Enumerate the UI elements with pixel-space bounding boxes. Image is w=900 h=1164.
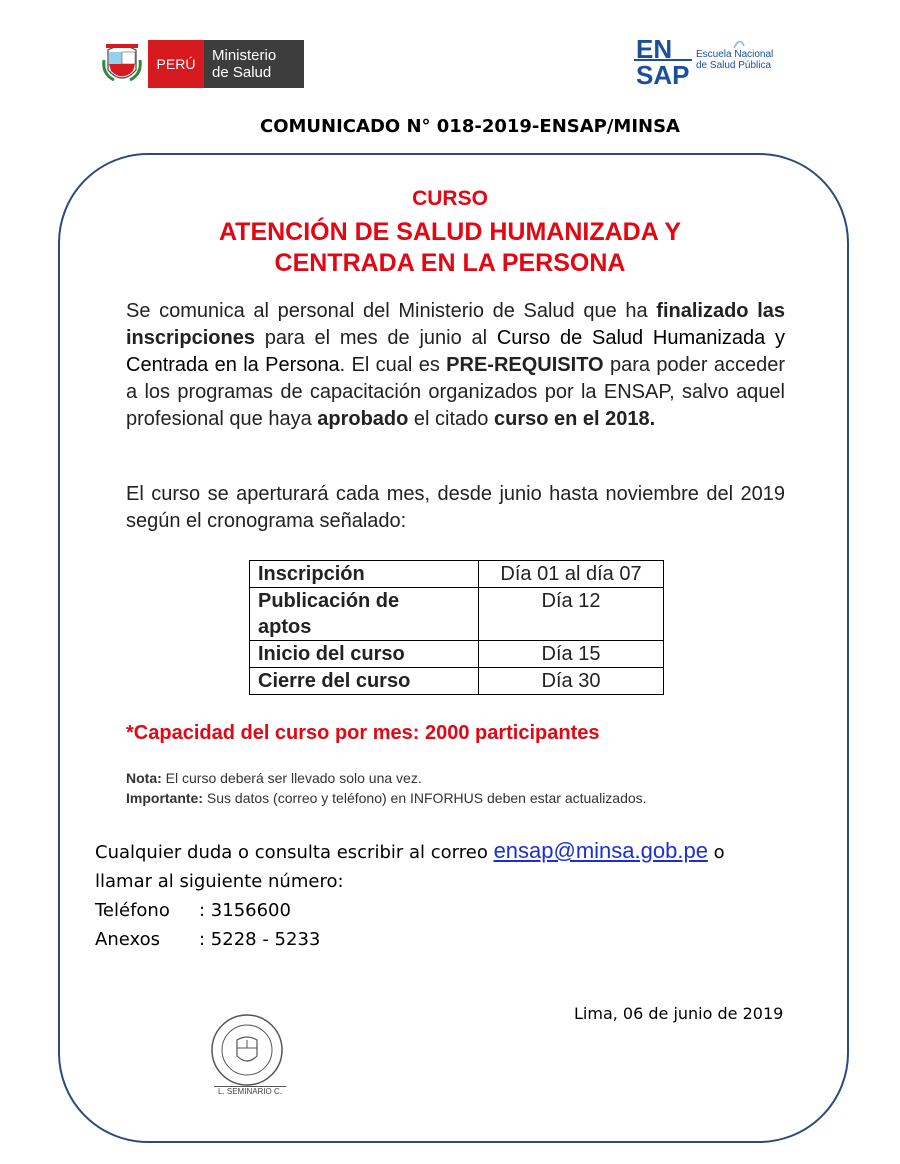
comunicado-title: COMUNICADO N° 018-2019-ENSAP/MINSA [260,116,680,137]
course-title-line1: ATENCIÓN DE SALUD HUMANIZADA Y [218,218,682,246]
importante-text: Sus datos (correo y teléfono) en INFORHUS deben estar actualizados. [203,790,647,806]
ensap-name [696,49,773,71]
notes-block [126,768,647,808]
contact-line1 [95,836,725,867]
table-row [250,668,664,695]
schedule-value: Día 30 [479,668,664,695]
nota-line [126,768,647,788]
nota-text: El curso deberá ser llevado solo una vez. [161,770,422,786]
p1-bold-aprobado: aprobado [317,408,409,430]
ministry-seal-icon [209,1012,285,1088]
svg-text:EN: EN [636,34,673,64]
anexos-value: : 5228 - 5233 [199,929,321,950]
importante-line [126,788,647,808]
p1-text-1: Se comunica al personal del Ministerio de Salud que ha [126,300,657,322]
schedule-table [249,560,664,695]
contact-line2: llamar al siguiente número: [95,871,344,892]
p1-text-3: para el mes de junio al [254,327,497,349]
ministerio-line2: de Salud [212,64,272,81]
date-place: Lima, 06 de junio de 2019 [574,1004,784,1023]
signature-name: L. SEMINARIO C. [214,1086,286,1096]
schedule-value: Día 15 [479,641,664,668]
p1-text-7: para poder acceder a los programas de capacitación organizados por la ENSAP, salvo aquel profesional que haya [126,354,785,430]
p1-text-5: . El cual es [339,354,447,376]
p1-text-9: el citado [408,408,494,430]
nota-label: Nota: [126,770,162,786]
p1-course-name: Curso de Salud Humanizada y Centrada en la Persona [126,327,785,376]
ministerio-label [204,40,304,88]
phone-label: Teléfono [95,900,170,921]
table-row [250,561,664,588]
svg-text:SAP: SAP [636,60,690,88]
minsa-logo [100,40,304,88]
schedule-value: Día 12 [479,588,664,641]
anexos-label: Anexos [95,929,160,950]
course-title-line2: CENTRADA EN LA PERSONA [274,249,626,277]
email-link[interactable]: ensap@minsa.gob.pe [493,838,708,863]
contact-intro: Cualquier duda o consulta escribir al correo [95,842,494,863]
schedule-label: Cierre del curso [250,668,479,695]
schedule-label: Publicación de aptos [250,588,479,641]
schedule-intro-paragraph: El curso se aperturará cada mes, desde junio hasta noviembre del 2019 según el cronograma señalado: [126,483,785,532]
announcement-paragraph [126,298,785,433]
contact-after-email: o [707,842,725,863]
p1-bold-curso-2018: curso en el 2018. [493,408,656,430]
p1-bold-prerequisito: PRE-REQUISITO [446,354,604,376]
schedule-value: Día 01 al día 07 [479,561,664,588]
ensap-line1: Escuela Nacional [696,49,774,60]
schedule-label: Inicio del curso [250,641,479,668]
phone-value: : 3156600 [199,900,291,921]
importante-label: Importante: [126,790,203,806]
anexos-line [95,925,725,954]
ensap-line2: de Salud Pública [696,60,772,71]
ministerio-line1: Ministerio [212,47,277,64]
phone-line [95,896,725,925]
table-row [250,588,664,641]
p1-bold-finalizado: finalizado las inscripciones [126,300,785,349]
curso-label: CURSO [412,187,488,210]
contact-block [95,836,725,954]
peru-crest-icon [100,40,144,88]
table-row [250,641,664,668]
schedule-label: Inscripción [250,561,479,588]
capacity-note: *Capacidad del curso por mes: 2000 participantes [126,722,600,744]
peru-label: PERÚ [148,40,204,88]
